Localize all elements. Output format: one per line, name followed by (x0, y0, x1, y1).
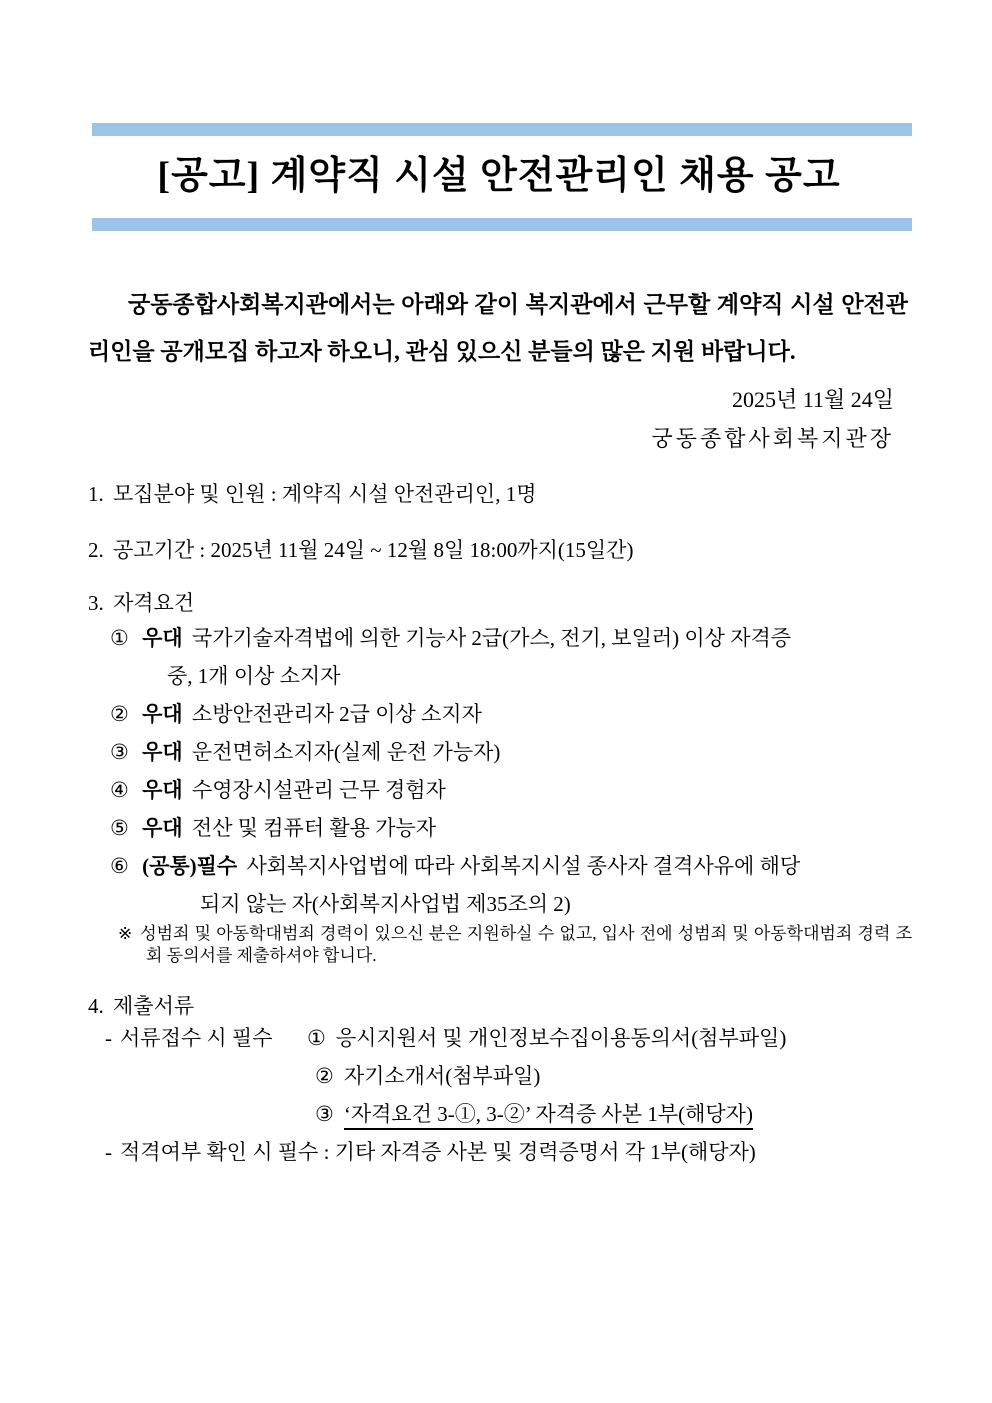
submission-row-1-label (105, 1019, 307, 1057)
qualification-5-text: 전산 및 컴퓨터 활용 가능자 (191, 816, 437, 840)
circled-3-marker: ③ (315, 1102, 334, 1126)
circled-1-marker: ① (110, 626, 129, 650)
qualification-6-text: 사회복지사업법에 따라 사회복지시설 종사자 결격사유에 해당 (246, 854, 801, 878)
submission-row-4 (105, 1133, 910, 1171)
announcement-date: 2025년 11월 24일 (732, 387, 894, 412)
qualification-4-text: 수영장시설관리 근무 경험자 (191, 778, 446, 802)
qualification-2 (110, 695, 910, 733)
title-top-accent-bar (92, 123, 912, 136)
document-body (88, 0, 910, 1171)
preferred-tag: 우대 (142, 740, 183, 764)
submission-row-3 (315, 1095, 910, 1133)
qualification-6-continuation: 되지 않는 자(사회복지사업법 제35조의 2) (200, 892, 571, 916)
qualification-2-text: 소방안전관리자 2급 이상 소지자 (191, 702, 482, 726)
item2-number: 2. (88, 538, 104, 562)
item2-text: 공고기간 : 2025년 11월 24일 ~ 12월 8일 18:00까지(15일간) (113, 538, 634, 562)
circled-2-marker: ② (110, 702, 129, 726)
qualification-4 (110, 771, 910, 809)
item-qualifications (88, 590, 910, 616)
circled-5-marker: ⑤ (110, 816, 129, 840)
announcement-signer: 궁동종합사회복지관장 (651, 426, 894, 451)
title-bottom-accent-bar (92, 218, 912, 231)
qualification-1 (110, 619, 910, 657)
qualification-5 (110, 809, 910, 847)
item3-number: 3. (88, 591, 104, 615)
signature-block (88, 380, 910, 458)
qualification-3 (110, 733, 910, 771)
circled-2-marker: ② (315, 1064, 334, 1088)
reference-mark-icon: ※ (118, 924, 134, 943)
circled-4-marker: ④ (110, 778, 129, 802)
preferred-tag: 우대 (142, 816, 183, 840)
submission-row-3-text-underlined: ‘자격요건 3-①, 3-②’ 자격증 사본 1부(해당자) (344, 1102, 753, 1130)
notice-title: [공고] 계약직 시설 안전관리인 채용 공고 (157, 155, 841, 197)
preferred-tag: 우대 (142, 626, 183, 650)
item-submission-documents (88, 993, 910, 1019)
preferred-tag: 우대 (142, 702, 183, 726)
circled-3-marker: ③ (110, 740, 129, 764)
item4-number: 4. (88, 994, 104, 1018)
circled-6-marker: ⑥ (110, 854, 129, 878)
criminal-record-note (118, 923, 912, 967)
note-text: 성범죄 및 아동학대범죄 경력이 있으신 분은 지원하실 수 없고, 입사 전에 성범죄 및 아동학대범죄 경력 조회 동의서를 제출하셔야 합니다. (140, 924, 912, 965)
submission-row-2 (315, 1057, 910, 1095)
item-notice-period (88, 537, 910, 563)
submission-row-4-text: 적격여부 확인 시 필수 : 기타 자격증 사본 및 경력증명서 각 1부(해당자) (120, 1140, 756, 1164)
dash-marker: - (105, 1026, 112, 1050)
item1-text: 모집분야 및 인원 : 계약직 시설 안전관리인, 1명 (113, 482, 537, 506)
preferred-tag: 우대 (142, 778, 183, 802)
dash-marker: - (105, 1140, 112, 1164)
item-recruitment-field (88, 481, 910, 507)
submission-row-1 (105, 1019, 910, 1057)
submission-row-2-text: 자기소개서(첨부파일) (343, 1064, 541, 1088)
circled-1-marker: ① (307, 1026, 326, 1050)
common-required-tag: (공통)필수 (142, 854, 238, 878)
submission-required-label: 서류접수 시 필수 (120, 1026, 273, 1050)
intro-paragraph: 궁동종합사회복지관에서는 아래와 같이 복지관에서 근무할 계약직 시설 안전관리인을 공개모집 하고자 하오니, 관심 있으신 분들의 많은 지원 바랍니다. (88, 292, 908, 364)
item4-title: 제출서류 (113, 994, 195, 1018)
submission-row-1-text: 응시지원서 및 개인정보수집이용동의서(첨부파일) (335, 1026, 787, 1050)
qualification-3-text: 운전면허소지자(실제 운전 가능자) (191, 740, 501, 764)
qualification-1-continuation: 중, 1개 이상 소지자 (167, 664, 341, 688)
qualification-list (88, 619, 910, 923)
item1-number: 1. (88, 482, 104, 506)
item3-title: 자격요건 (113, 591, 195, 615)
qualification-6 (110, 847, 910, 885)
qualification-1-text: 국가기술자격법에 의한 기능사 2급(가스, 전기, 보일러) 이상 자격증 (191, 626, 792, 650)
